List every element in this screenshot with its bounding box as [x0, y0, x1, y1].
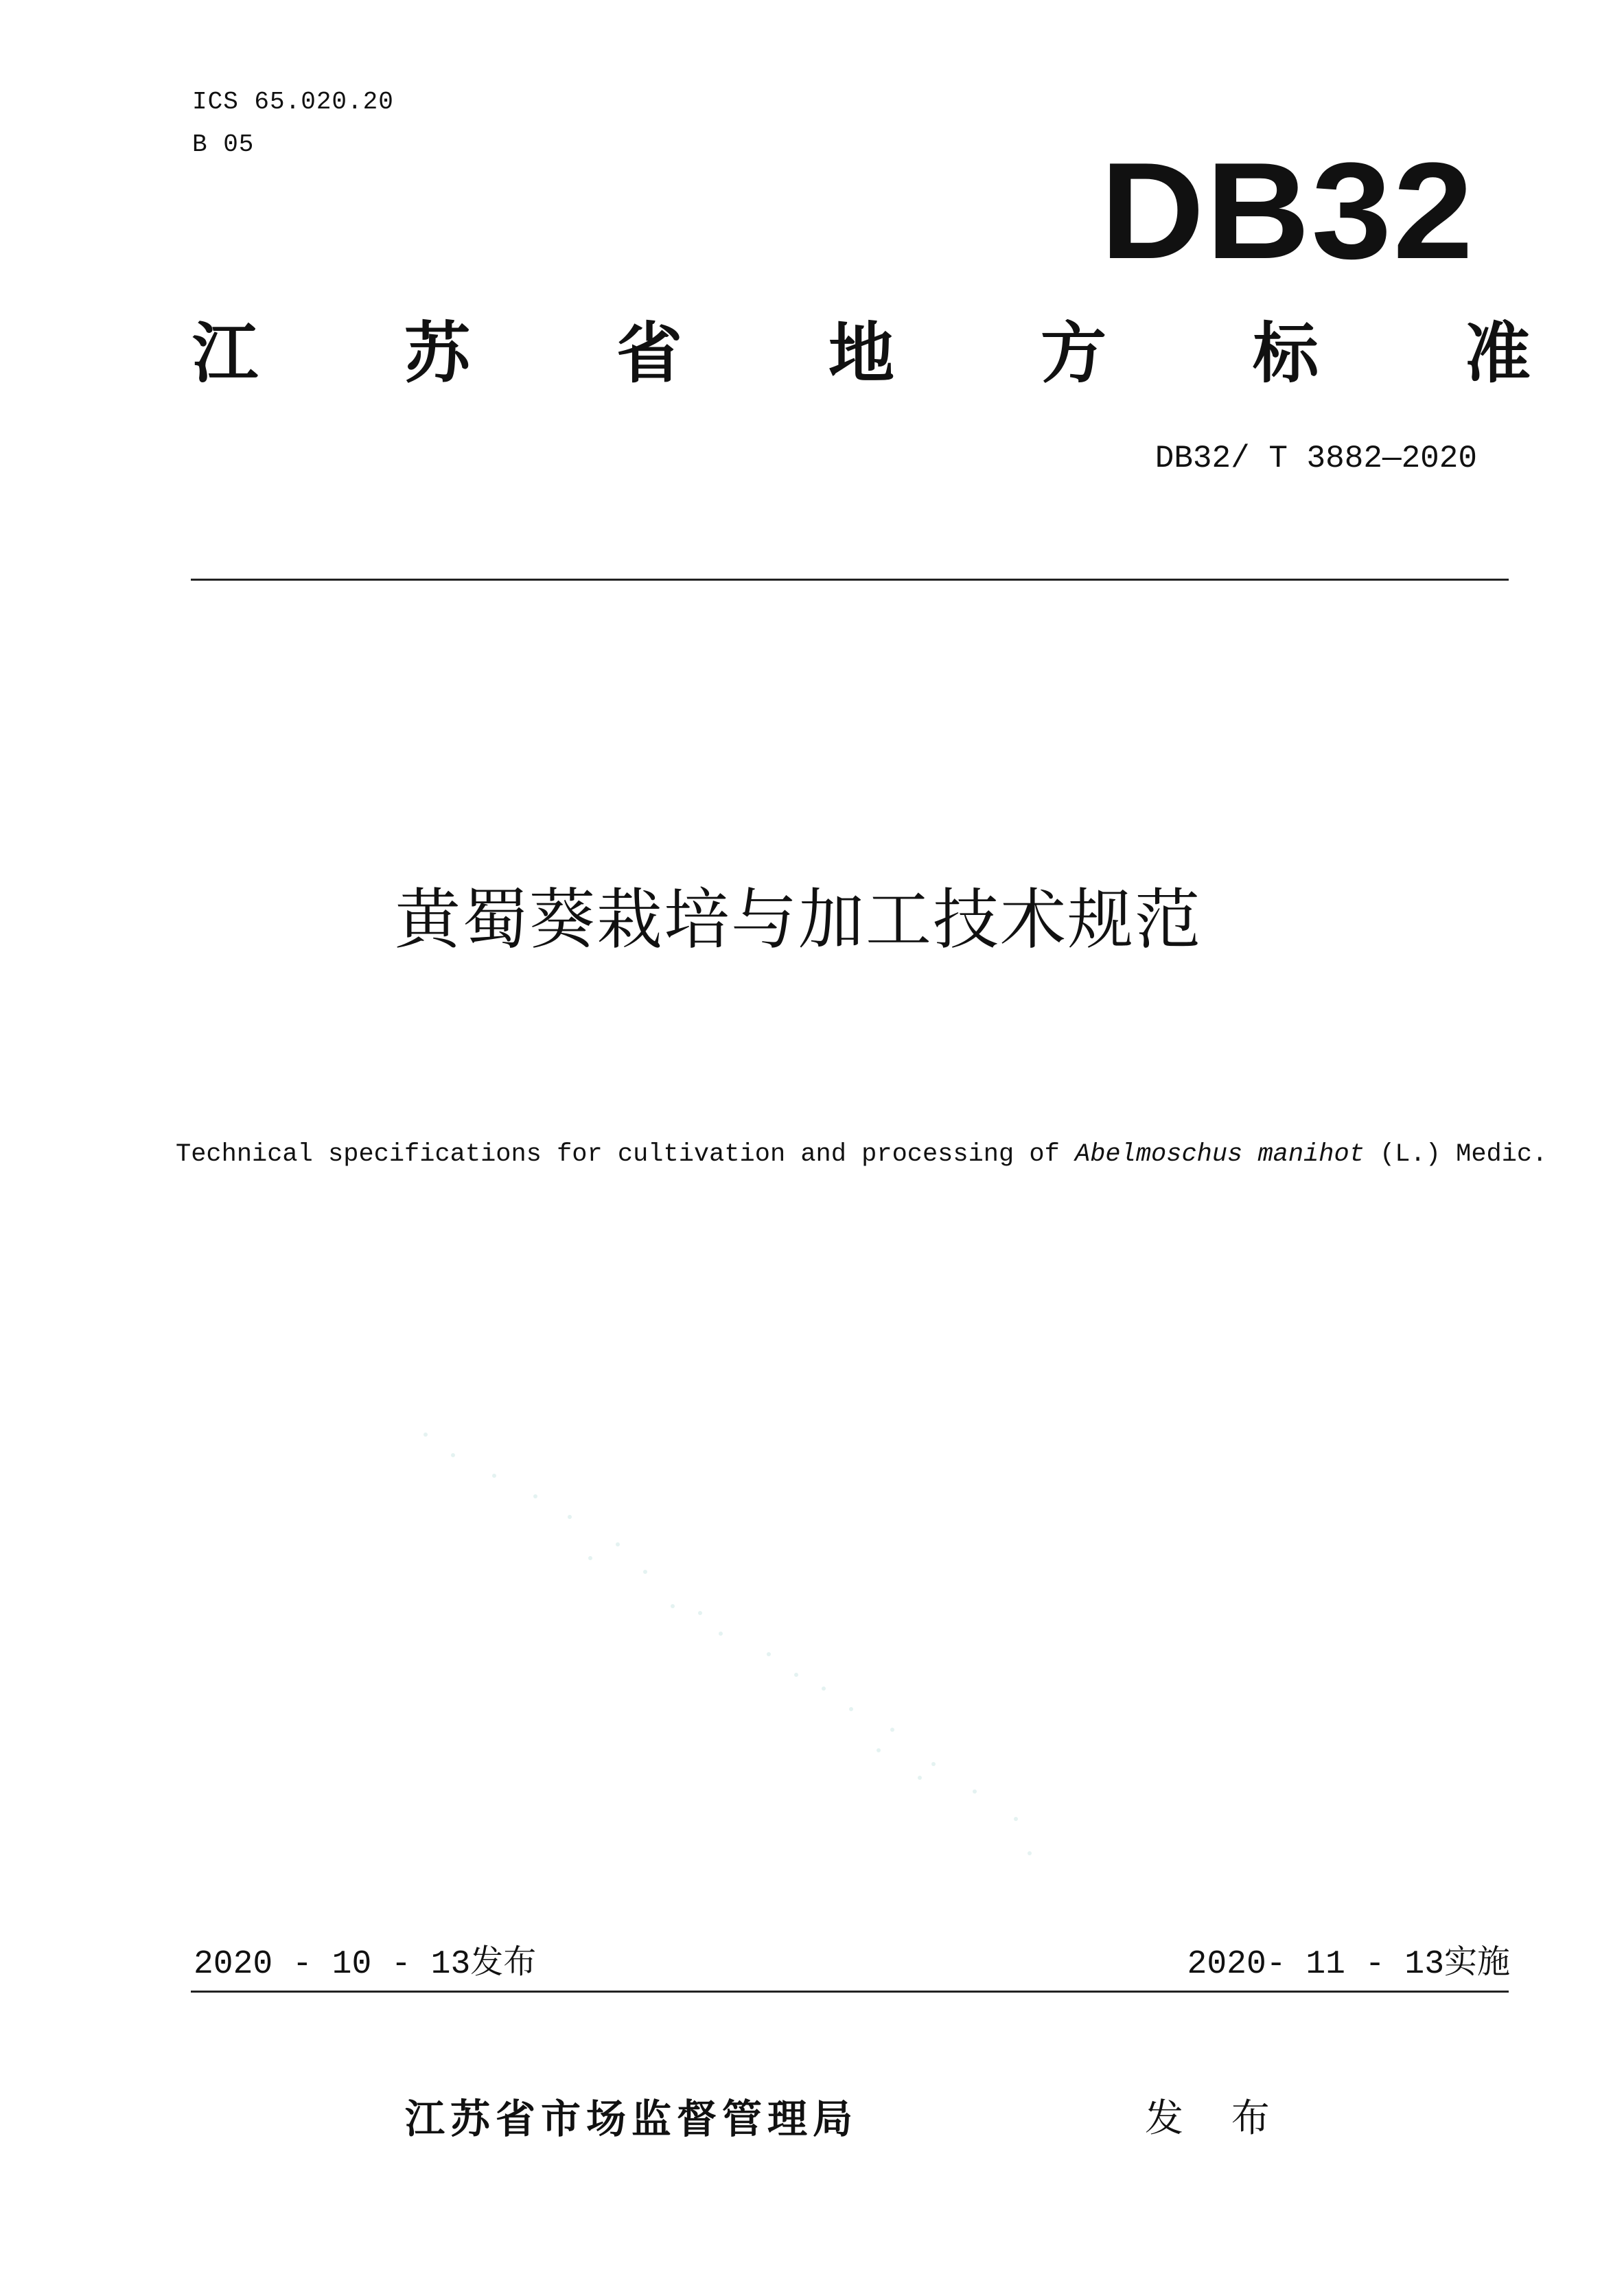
watermark-dot [767, 1652, 771, 1656]
english-title-prefix: Technical specifications for cultivation and processing of [176, 1140, 1076, 1169]
watermark-dot [918, 1776, 922, 1780]
watermark-dot [1014, 1817, 1018, 1821]
watermark-dot [643, 1570, 647, 1574]
header-divider [191, 579, 1509, 581]
standard-type-char: 地 [828, 315, 894, 392]
watermark-dot [1028, 1851, 1032, 1855]
standard-type-char: 江 [192, 315, 258, 392]
standard-type-char: 苏 [404, 315, 470, 392]
issued-label: 发 布 [1145, 2096, 1288, 2141]
watermark-dot [533, 1494, 537, 1498]
english-title [176, 1138, 1547, 1171]
watermark-dot [890, 1728, 894, 1732]
watermark-dot [588, 1556, 592, 1560]
ccs-code: B 05 [192, 130, 255, 159]
standard-type-char: 省 [616, 315, 682, 392]
watermark-dot [794, 1673, 798, 1677]
watermark-dot [451, 1453, 455, 1457]
chinese-title [0, 882, 1624, 958]
issuing-authority: 江苏省市场监督管理局 [405, 2096, 859, 2142]
watermark-dot [973, 1789, 977, 1794]
standard-type-char: 标 [1253, 315, 1319, 392]
watermark-dot [568, 1515, 572, 1519]
watermark-dot [424, 1433, 428, 1437]
watermark-dot [671, 1604, 675, 1608]
watermark-dot [849, 1707, 853, 1711]
classification-codes [192, 81, 394, 166]
ics-code: ICS 65.020.20 [192, 88, 394, 116]
implement-date: 2020- 11 - 13实施 [1187, 1946, 1510, 1983]
publish-date: 2020 - 10 - 13发布 [194, 1946, 537, 1983]
english-title-species: Abelmoschus manihot [1075, 1140, 1365, 1169]
english-title-suffix: (L.) Medic. [1364, 1140, 1548, 1169]
standard-type-heading [192, 316, 1531, 391]
standard-type-char: 方 [1041, 315, 1106, 392]
chinese-title-text: 黄蜀葵栽培与加工技术规范 [395, 881, 1202, 958]
standard-number: DB32/ T 3882—2020 [1155, 441, 1477, 476]
watermark-dot [616, 1542, 620, 1546]
watermark-dot [877, 1748, 881, 1752]
watermark-dot [719, 1632, 723, 1636]
watermark-dot [822, 1686, 826, 1691]
standard-type-char: 准 [1465, 315, 1531, 392]
date-row [192, 1944, 1510, 1988]
watermark-dot [698, 1611, 702, 1615]
date-divider [191, 1991, 1509, 1993]
db32-logo: DB32 [1100, 135, 1474, 288]
faint-watermark-dots [412, 1407, 1236, 1888]
watermark-dot [931, 1762, 936, 1766]
watermark-dot [492, 1474, 496, 1478]
